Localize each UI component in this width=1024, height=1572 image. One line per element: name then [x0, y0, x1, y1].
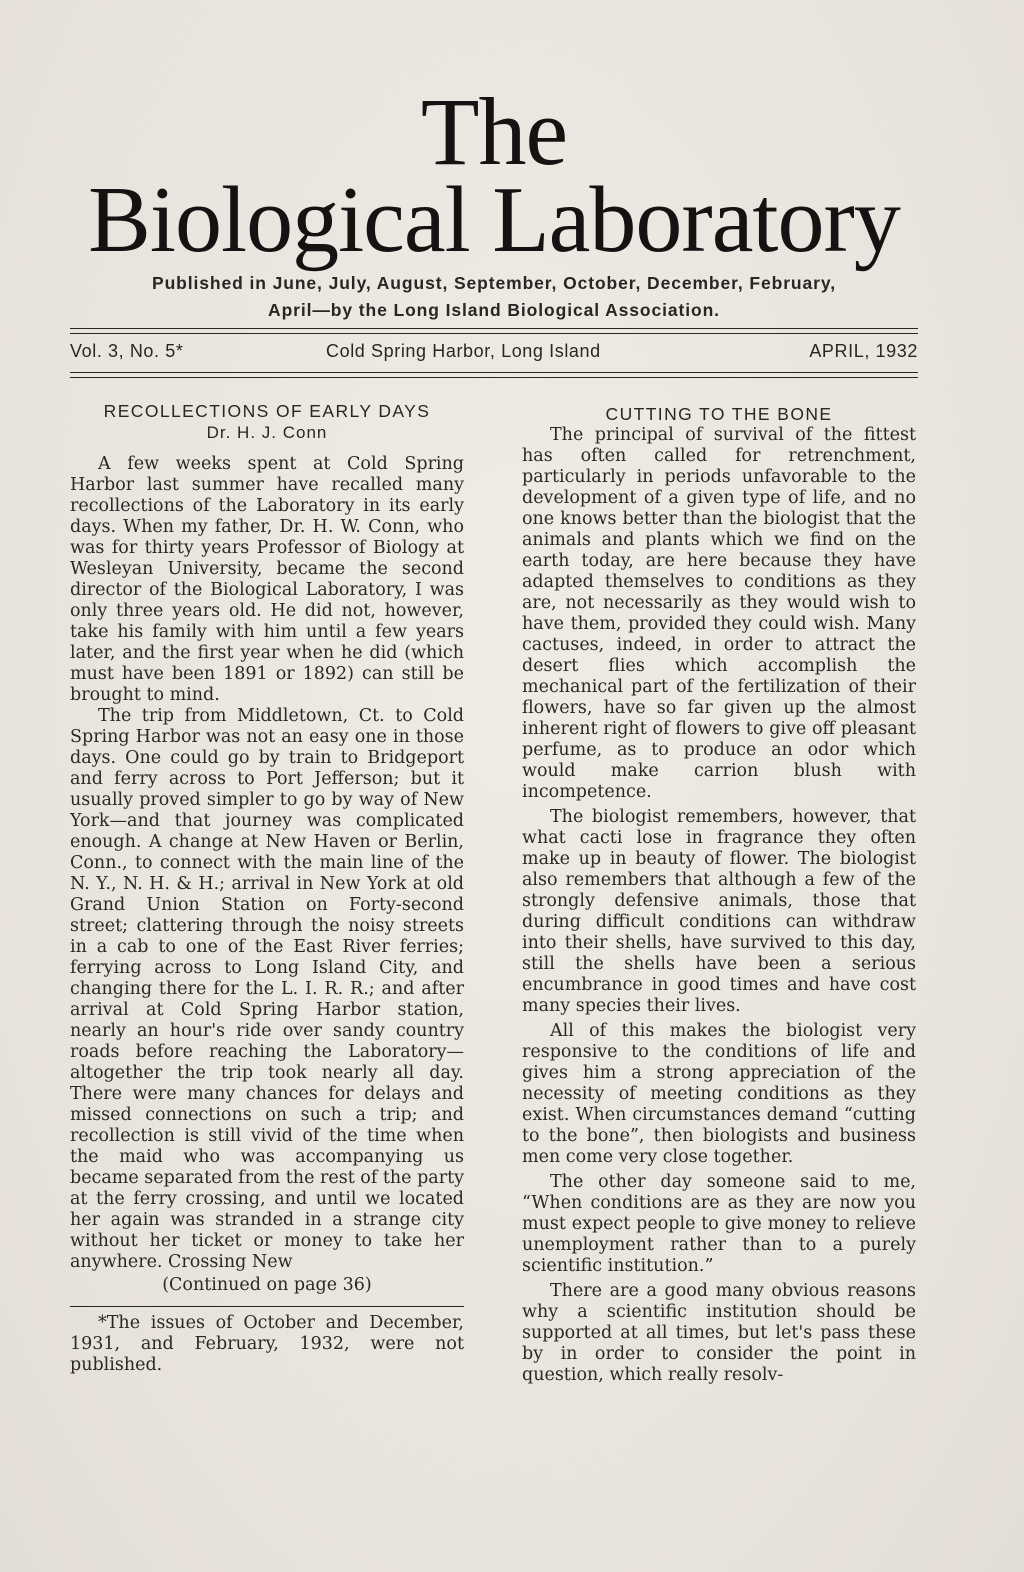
article-paragraph: The principal of survival of the fittest has often called for retrenchment, particularly in periods unfavorable to the development of a given type of life, and no one knows better than the biologist that the animals and plants which we find on the earth today, are here because they have adapted themselves to conditions as they are, not necessarily as they would wish to have them, provided they could wish. Many cactuses, indeed, in order to attract the desert flies which accomplish the mechanical part of the fertilization of their flowers, have so far given up the almost inherent right of flowers to give off pleasant perfume, as to produce an odor which would make carrion blush with incompetence. [522, 425, 916, 802]
right-column [522, 400, 916, 1386]
footnote: *The issues of October and December, 1931, and February, 1932, were not published. [70, 1313, 464, 1375]
publication-schedule-line-1: Published in June, July, August, September, October, December, February, [152, 273, 836, 293]
bottom-rule-2 [70, 377, 918, 378]
masthead-title-the: The [420, 78, 568, 185]
article-paragraph: The other day someone said to me, “When conditions are as they are now you must expect people to give money to relieve unemployment rather than to a purely scientific institution.” [522, 1172, 916, 1276]
footnote-rule [70, 1306, 464, 1307]
masthead-title: Biological Laboratory [88, 168, 900, 272]
bottom-rule-1 [70, 372, 918, 373]
continued-note: (Continued on page 36) [162, 1275, 372, 1295]
issue-info-row [70, 341, 918, 365]
top-rule-2 [70, 333, 918, 334]
top-rule-1 [70, 328, 918, 329]
article-paragraph: The biologist remembers, however, that what cacti lose in fragrance they often make up in beauty of flower. The biologist also remembers that although a few of the strongly defensive animals, those that during difficult conditions can withdraw into their shells, have survived to this day, still the shells have been a serious encumbrance in good times and have cost many species their lives. [522, 807, 916, 1016]
left-column [70, 400, 464, 1376]
article-heading-recollections: RECOLLECTIONS OF EARLY DAYS [103, 401, 431, 421]
article-paragraph: The trip from Middletown, Ct. to Cold Spring Harbor was not an easy one in those days. One could go by train to Bridgeport and ferry across to Port Jefferson; but it usually proved simpler to go by way of New York—and that journey was complicated enough. A change at New Haven or Berlin, Conn., to connect with the main line of the N. Y., N. H. & H.; arrival in New York at old Grand Union Station on Forty-second street; clattering through the noisy streets in a cab to one of the East River ferries; ferrying across to Long Island City, and changing there for the L. I. R. R.; and after arrival at Cold Spring Harbor station, nearly an hour's ride over sandy country roads before reaching the Laboratory—altogether the trip took nearly all day. There were many chances for delays and missed connections on such a trip; and recollection is still vivid of the time when the maid who was accompanying us became separated from the rest of the party at the ferry crossing, and until we located her again was stranded in a strange city without her ticket or money to take her anywhere. Crossing New [70, 706, 465, 1272]
volume-number: Vol. 3, No. 5* [70, 341, 184, 361]
issue-date: APRIL, 1932 [809, 341, 918, 361]
article-paragraph: There are a good many obvious reasons why a scientific institution should be supported at all times, but let's pass these by in order to consider the point in question, which really resolv- [522, 1281, 916, 1385]
article-paragraph: All of this makes the biologist very responsive to the conditions of life and gives him a strong appreciation of the necessity of meeting conditions as they exist. When circumstances demand “cutting to the bone”, then biologists and business men come very close together. [522, 1021, 916, 1167]
article-author: Dr. H. J. Conn [206, 423, 328, 442]
article-paragraph: A few weeks spent at Cold Spring Harbor last summer have recalled many recollections of the Laboratory in its early days. When my father, Dr. H. W. Conn, who was for thirty years Professor of Biology at Wesleyan University, became the second director of the Biological Laboratory, I was only three years old. He did not, however, take his family with him until a few years later, and the first year when he did (which must have been 1891 or 1892) can still be brought to mind. [70, 454, 464, 705]
article-heading-cutting: CUTTING TO THE BONE [605, 404, 833, 424]
issue-place: Cold Spring Harbor, Long Island [326, 341, 601, 361]
publication-schedule-line-2: April—by the Long Island Biological Association. [268, 300, 720, 320]
